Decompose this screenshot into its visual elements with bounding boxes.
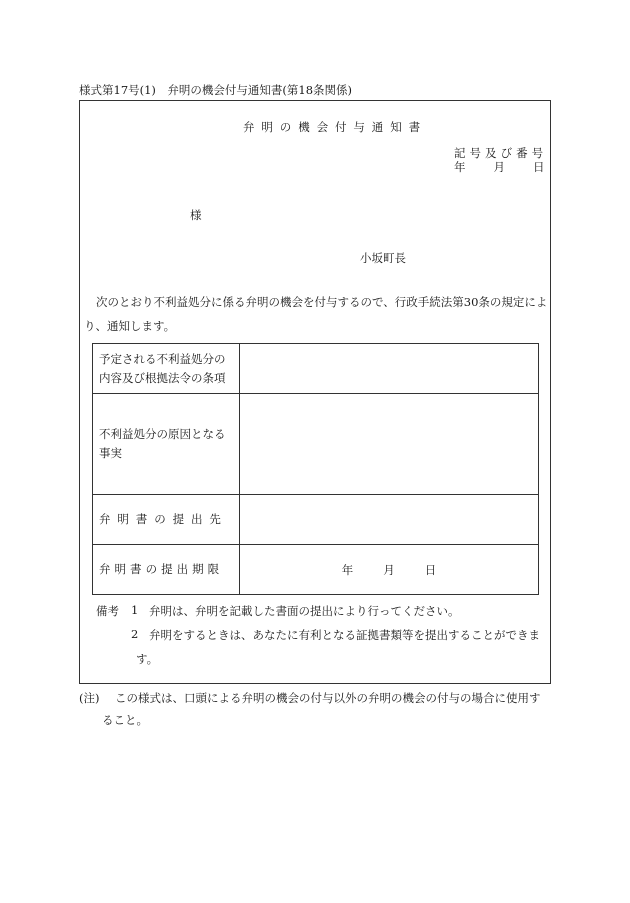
footnote-label: (注) (79, 691, 100, 705)
deadline-day: 日 (424, 562, 437, 577)
details-table (92, 343, 539, 595)
table-label-cause (93, 394, 240, 495)
notes-heading: 備考 (96, 604, 119, 618)
note-1-number: 1 (131, 603, 139, 617)
table-value-disposition (240, 344, 539, 394)
label-line: 弁明書の提出先 (99, 512, 228, 526)
deadline-year: 年 (341, 562, 354, 577)
table-value-deadline (240, 545, 539, 595)
table-label-deadline (93, 545, 240, 595)
date-year: 年 (454, 160, 466, 174)
note-1-text: 弁明は、弁明を記載した書面の提出により行ってください。 (149, 604, 460, 618)
table-label-disposition (93, 344, 240, 394)
label-line: 不利益処分の原因となる (99, 427, 226, 441)
label-line: 事実 (99, 446, 122, 460)
note-2-text-line-2: す。 (136, 652, 159, 666)
table-row (93, 344, 539, 394)
table-row (93, 495, 539, 545)
addressee-suffix: 様 (190, 208, 202, 222)
body-text-line-1: 次のとおり不利益処分に係る弁明の機会を付与するので、行政手続法第30条の規定によ (96, 295, 548, 309)
date-line (454, 159, 545, 175)
table-value-destination (240, 495, 539, 545)
footnote-line-1: この様式は、口頭による弁明の機会の付与以外の弁明の機会の付与の場合に使用す (115, 691, 541, 705)
label-line: 内容及び根拠法令の条項 (99, 370, 226, 385)
table-value-cause (240, 394, 539, 495)
label-line: 予定される不利益処分の (99, 351, 226, 366)
table-row (93, 394, 539, 495)
date-day: 日 (533, 160, 545, 174)
issuer-name: 小坂町長 (360, 251, 406, 265)
label-line: 弁明書の提出期限 (99, 562, 224, 576)
body-text-line-2: り、通知します。 (84, 319, 176, 333)
table-row (93, 545, 539, 595)
note-2-text-line-1: 弁明をするときは、あなたに有利となる証拠書類等を提出することができま (149, 628, 540, 642)
document-title: 弁明の機会付与通知書 (243, 120, 427, 134)
date-month: 月 (493, 160, 505, 174)
note-2-number: 2 (131, 627, 139, 641)
deadline-month: 月 (383, 562, 395, 577)
table-label-destination (93, 495, 240, 545)
footnote-line-2: ること。 (102, 713, 148, 727)
form-caption: 様式第17号(1) 弁明の機会付与通知書(第18条関係) (79, 83, 353, 97)
reference-number: 記号及び番号 (454, 146, 548, 160)
